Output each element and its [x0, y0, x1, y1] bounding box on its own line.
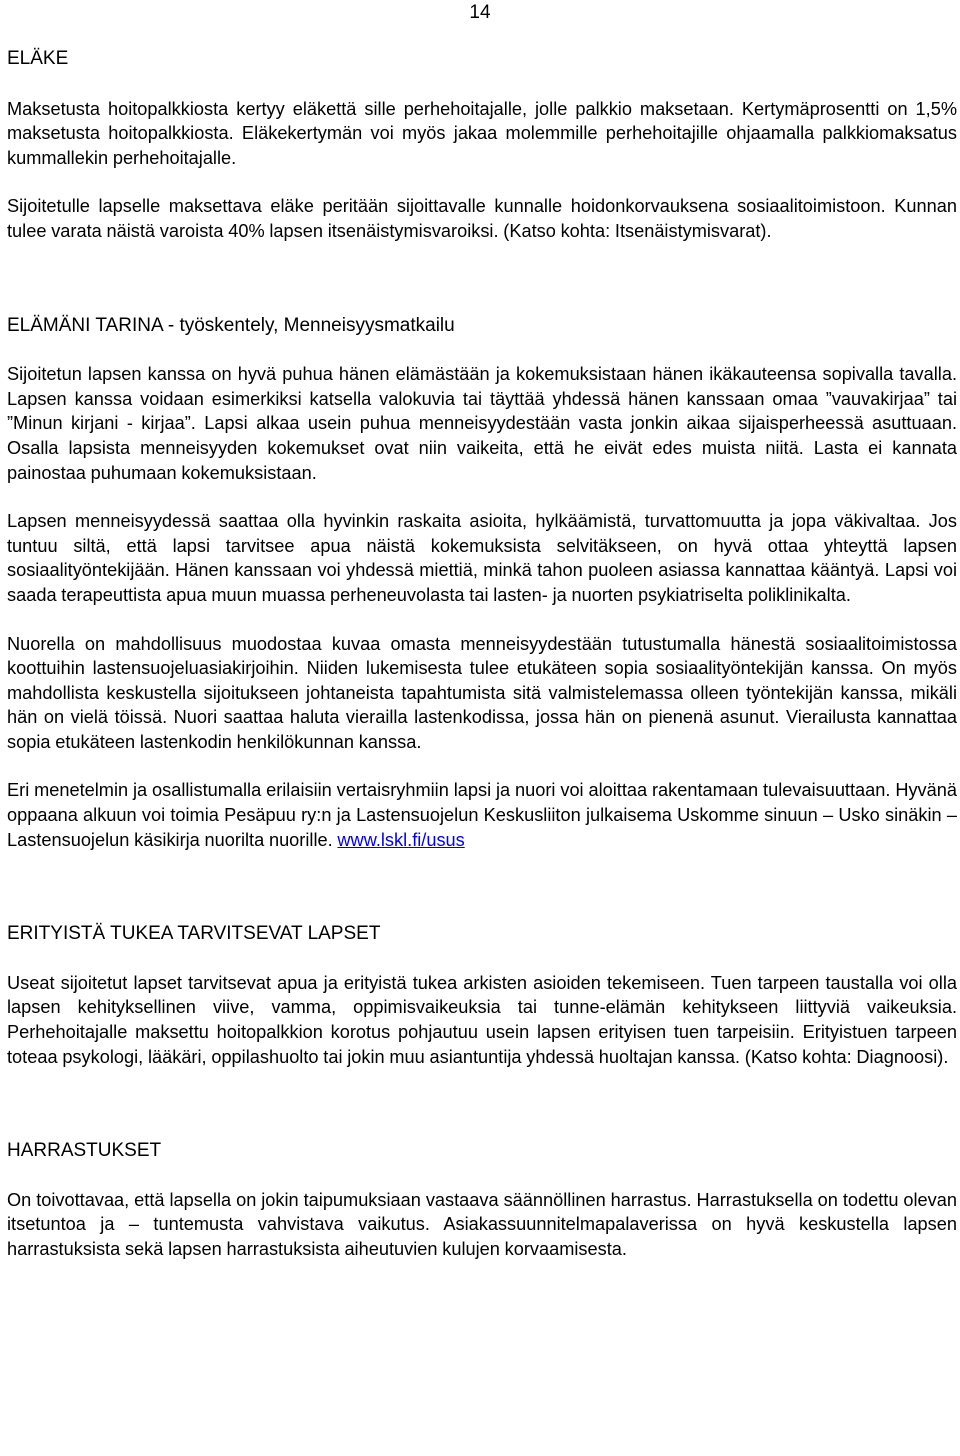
paragraph: Lapsen menneisyydessä saattaa olla hyvinkin raskaita asioita, hylkäämistä, turvattomuutta ja jopa väkivaltaa. Jos tuntuu siltä, että lapsi tarvitsee apua näistä kokemuksista selvitäkseen, on hyvä ottaa yhteyttä lapsen sosiaalityöntekijään. Hänen kanssaan voi yhdessä miettiä, minkä tahon puoleen asiassa kannattaa kääntyä. Lapsi voi saada terapeuttista apua muun muassa perheneuvolasta tai lasten- ja nuorten psykiatriselta poliklinikalta. — [7, 511, 957, 605]
paragraph: Sijoitetun lapsen kanssa on hyvä puhua hänen elämästään ja kokemuksistaan hänen ikäkauteensa sopivalla tavalla. Lapsen kanssa voidaan esimerkiksi katsella valokuvia tai täyttää yhdessä hänen kanssaan omaa ”vauvakirjaa” tai ”Minun kirjani - kirjaa”. Lapsi alkaa usein puhua menneisyydestään vasta jonkin aikaa sijaisperheessä asuttuaan. Osalla lapsista menneisyyden kokemukset ovat niin vaikeita, että he eivät edes muista niitä. Lasta ei kannata painostaa puhumaan kokemuksistaan. — [7, 364, 957, 483]
usus-link[interactable]: www.lskl.fi/usus — [337, 829, 465, 850]
paragraph: Useat sijoitetut lapset tarvitsevat apua ja erityistä tukea arkisten asioiden tekemiseen. Tuen tarpeen taustalla voi olla lapsen kehityksellinen viive, vamma, oppimisvaikeuksia tai tunne-elämän kehitykseen liittyviä vaikeuksia. Perhehoitajalle maksettu hoitopalkkion korotus pohjautuu usein lapsen erityisen tuen tarpeisiin. Erityistuen tarpeen toteaa psykologi, lääkäri, oppilashuolto tai jokin muu asiantuntija yhdessä huoltajan kanssa. (Katso kohta: Diagnoosi). — [7, 972, 957, 1067]
paragraph: Maksetusta hoitopalkkiosta kertyy eläkettä sille perhehoitajalle, jolle palkkio maksetaan. Kertymäprosentti on 1,5% maksetusta hoitopalkkiosta. Eläkekertymän voi myös jakaa molemmille perhehoitajille ohjaamalla palkkiomaksatus kummallekin perhehoitajalle. — [7, 98, 957, 168]
paragraph: Nuorella on mahdollisuus muodostaa kuvaa omasta menneisyydestään tutustumalla hänestä sosiaalitoimistossa koottuihin lastensuojeluasiakirjoihin. Niiden lukemisesta tulee etukäteen sopia sosiaalityöntekijän kanssa. On myös mahdollista keskustella sijoitukseen johtaneista tapahtumista sitä valmistelemassa olleen työntekijän kanssa, mikäli hän on vielä töissä. Nuori saattaa haluta vierailla lastenkodissa, jossa hän on pienenä asunut. Vierailusta kannattaa sopia etukäteen lastenkodin henkilökunnan kanssa. — [7, 633, 957, 752]
paragraph-text: Eri menetelmin ja osallistumalla erilaisiin vertaisryhmiin lapsi ja nuori voi aloittaa rakentamaan tulevaisuuttaan. Hyvänä oppaana alkuun voi toimia Pesäpuu ry:n ja Lastensuojelun Keskusliiton julkaisema Uskomme sinuun – Usko sinäkin – Lastensuojelun käsikirja nuorilta nuorille. — [7, 780, 957, 850]
paragraph: Sijoitetulle lapselle maksettava eläke peritään sijoittavalle kunnalle hoidonkorvauksena sosiaalitoimistoon. Kunnan tulee varata näistä varoista 40% lapsen itsenäistymisvaroiksi. (Katso kohta: Itsenäistymisvarat). — [7, 196, 957, 241]
section-elake — [7, 47, 957, 244]
section-elamani-tarina — [7, 314, 957, 853]
section-harrastukset — [7, 1139, 957, 1261]
section-heading-elamani-tarina: ELÄMÄNI TARINA - työskentely, Menneisyysmatkailu — [7, 314, 455, 336]
section-heading-erityista-tukea: ERITYISTÄ TUKEA TARVITSEVAT LAPSET — [7, 923, 381, 945]
page-number: 14 — [469, 2, 491, 23]
paragraph — [7, 778, 957, 852]
paragraph: On toivottavaa, että lapsella on jokin taipumuksiaan vastaava säännöllinen harrastus. Harrastuksella on todettu olevan itsetuntoa ja – tuntemusta vahvistava vaikutus. Asiakassuunnitelmapalaverissa on hyvä keskustella lapsen harrastuksista sekä lapsen harrastuksista aiheutuvien kulujen korvaamisesta. — [7, 1189, 957, 1259]
section-heading-elake: ELÄKE — [7, 48, 69, 69]
section-heading-harrastukset: HARRASTUKSET — [7, 1140, 162, 1162]
section-erityista-tukea — [7, 922, 957, 1069]
document-body — [7, 47, 957, 1262]
